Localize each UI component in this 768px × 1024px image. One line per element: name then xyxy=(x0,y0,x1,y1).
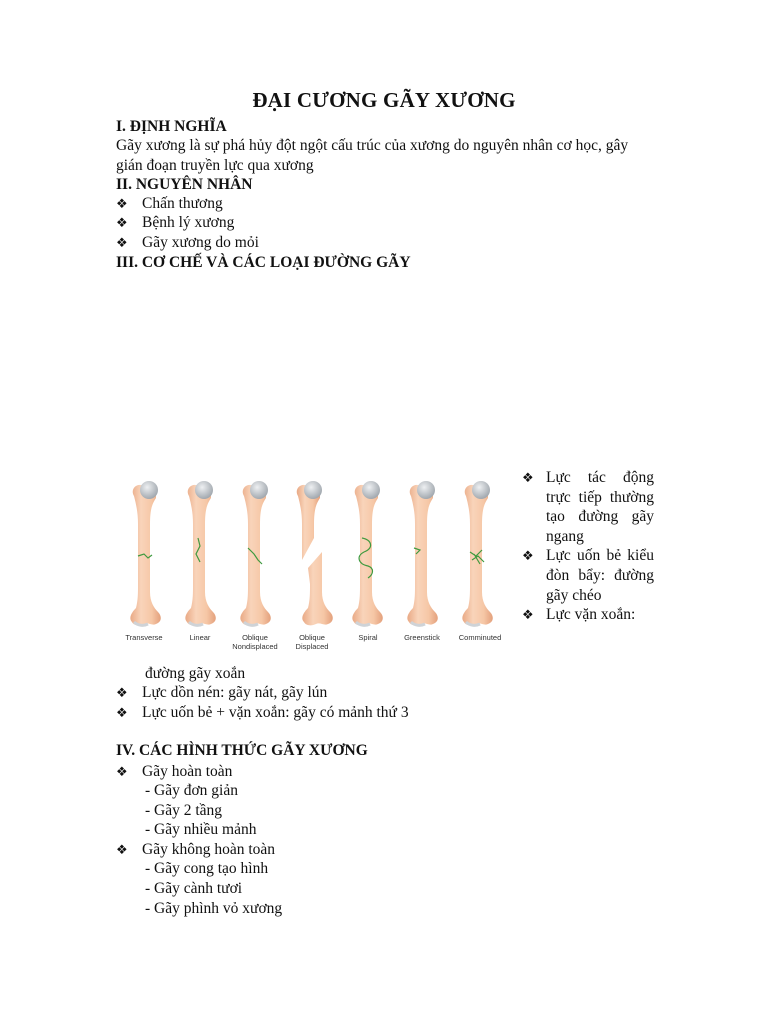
mechanism-side-item-text: Lực tác động trực tiếp thường tạo đường gãy ngang xyxy=(546,469,654,545)
mechanism-side-list xyxy=(520,468,654,625)
cause-item-text: Chấn thương xyxy=(142,195,223,212)
forms-subitem: - Gãy 2 tầng xyxy=(145,802,223,819)
mechanism-side-item xyxy=(520,605,654,625)
forms-item-complete xyxy=(116,763,232,781)
forms-subitem: - Gãy cong tạo hình xyxy=(145,860,269,877)
bullet-icon: ❖ xyxy=(116,705,128,720)
causes-heading: II. NGUYÊN NHÂN xyxy=(116,176,253,193)
figure-label-displaced: Displaced xyxy=(295,642,329,651)
mechanism-side-item xyxy=(520,468,654,546)
bullet-icon: ❖ xyxy=(116,215,128,230)
mechanism-side-item-text: Lực uốn bẻ kiểu đòn bẩy: đường gãy chéo xyxy=(546,547,654,604)
bullet-icon: ❖ xyxy=(522,607,534,623)
bone-greenstick xyxy=(407,481,437,625)
figure-label-greenstick: Greenstick xyxy=(404,633,440,642)
bone-spiral xyxy=(352,481,382,625)
definition-text: Gãy xương là sự phá hủy đột ngột cấu trúc của xương do nguyên nhân cơ học, gây gián đoạn truyền lực qua xương xyxy=(116,137,629,174)
mechanism-item-text: Lực uốn bẻ + vặn xoắn: gãy có mảnh thứ 3 xyxy=(142,704,409,721)
figure-label-oblique: Oblique xyxy=(242,633,268,642)
bullet-icon: ❖ xyxy=(116,235,128,250)
mechanism-item-text: Lực dồn nén: gãy nát, gãy lún xyxy=(142,684,328,701)
mechanism-continuation: đường gãy xoắn xyxy=(145,665,246,682)
definition-heading: I. ĐỊNH NGHĨA xyxy=(116,118,227,135)
bone-comminuted xyxy=(462,481,492,625)
bullet-icon: ❖ xyxy=(116,842,128,857)
bullet-icon: ❖ xyxy=(116,764,128,779)
cause-item xyxy=(116,234,259,252)
bullet-icon: ❖ xyxy=(522,470,534,485)
cause-item xyxy=(116,195,223,213)
mechanism-side-item-text: Lực vặn xoắn: xyxy=(546,606,636,624)
bullet-icon: ❖ xyxy=(522,548,534,564)
forms-item-incomplete xyxy=(116,841,275,859)
forms-subitem: - Gãy nhiều mảnh xyxy=(145,821,257,838)
figure-label-comminuted: Comminuted xyxy=(458,633,502,642)
bullet-icon: ❖ xyxy=(116,685,128,700)
cause-item-text: Bệnh lý xương xyxy=(142,214,235,231)
bone-oblique-displaced xyxy=(297,481,333,625)
figure-label-linear: Linear xyxy=(189,633,211,642)
fracture-types-figure xyxy=(112,468,516,658)
bone-transverse xyxy=(130,481,160,625)
bullet-icon: ❖ xyxy=(116,196,128,211)
bone-linear xyxy=(185,481,215,625)
figure-label-transverse: Transverse xyxy=(125,633,163,642)
forms-subitem: - Gãy cành tươi xyxy=(145,880,243,897)
forms-heading: IV. CÁC HÌNH THỨC GÃY XƯƠNG xyxy=(116,742,368,759)
figure-label-oblique: Oblique xyxy=(299,633,325,642)
cause-item xyxy=(116,214,234,232)
mechanism-item xyxy=(116,684,327,702)
cause-item-text: Gãy xương do mỏi xyxy=(142,234,259,251)
forms-subitem: - Gãy phình vỏ xương xyxy=(145,900,283,917)
mechanism-side-item xyxy=(520,546,654,605)
mechanism-heading: III. CƠ CHẾ VÀ CÁC LOẠI ĐƯỜNG GÃY xyxy=(116,254,411,271)
page-title: ĐẠI CƯƠNG GÃY XƯƠNG xyxy=(252,88,516,112)
figure-label-spiral: Spiral xyxy=(358,633,378,642)
bone-oblique-nondisplaced xyxy=(240,481,270,625)
figure-label-nondisplaced: Nondisplaced xyxy=(232,642,278,651)
forms-item-text: Gãy không hoàn toàn xyxy=(142,841,276,858)
forms-subitem: - Gãy đơn giản xyxy=(145,782,238,799)
forms-item-text: Gãy hoàn toàn xyxy=(142,763,233,780)
mechanism-item xyxy=(116,704,409,722)
